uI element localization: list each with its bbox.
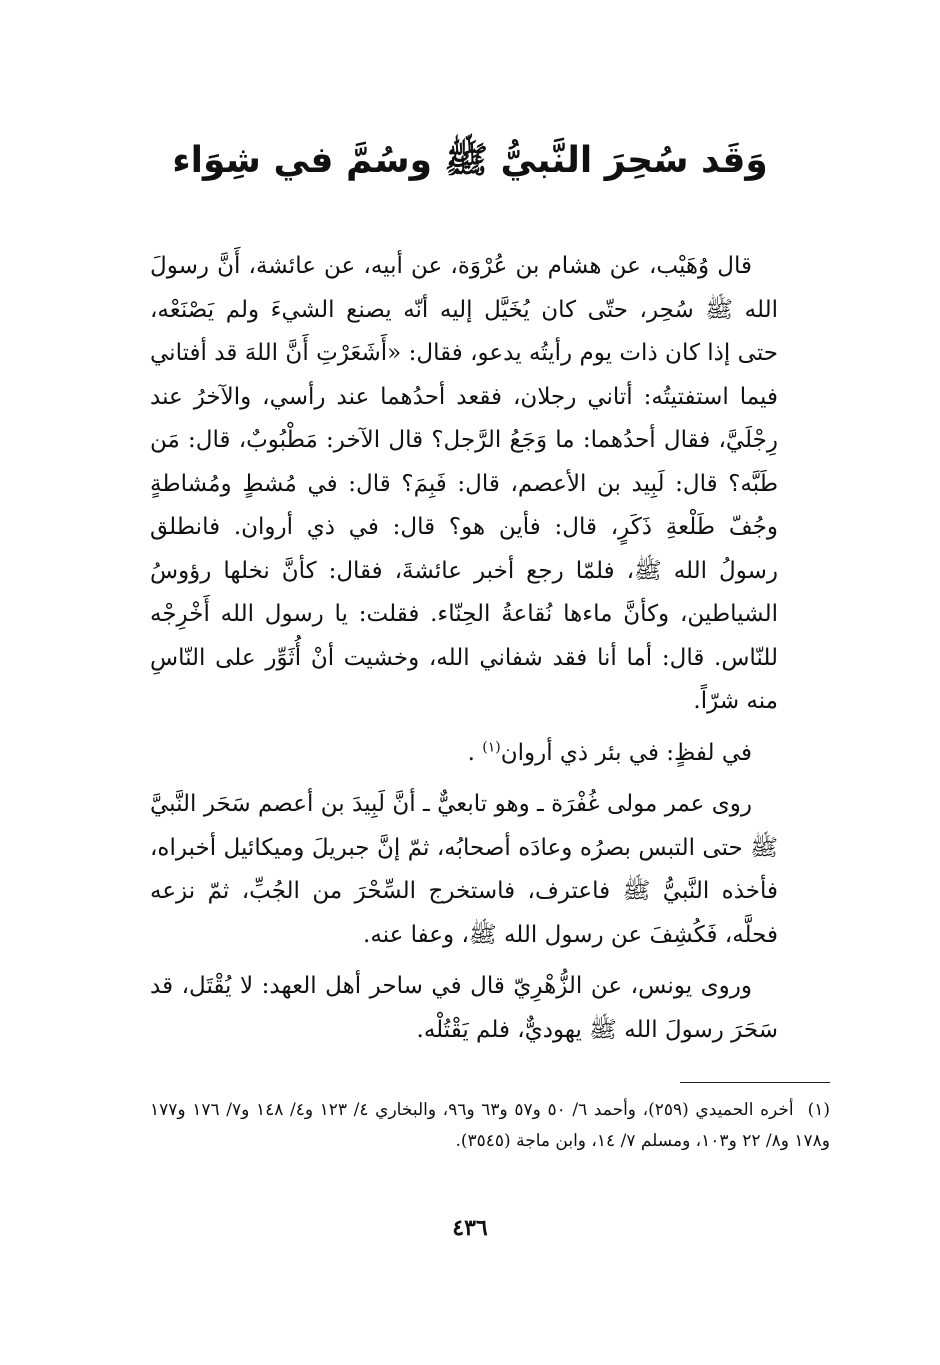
- footnote-item: [150, 1095, 830, 1157]
- footnote-marker: (١): [482, 738, 501, 755]
- footnote-number: (١): [807, 1100, 831, 1120]
- chapter-title: وَقَد سُحِرَ النَّبيُّ ﷺ وسُمَّ في شِوَاء: [172, 140, 768, 181]
- paragraph-umar-mawla-ghufra: روى عمر مولى غُفْرَة ـ وهو تابعيٌّ ـ أنَّ لَبِيدَ بن أعصم سَحَر النَّبيَّ ﷺ حتى التبس بصرُه وعادَه أصحابُه، ثمّ إنَّ جبريلَ وميكائيل أخبراه، فأخذه النَّبيُّ ﷺ فاعترف، فاستخرج السِّحْرَ من الجُبِّ، ثمّ نزعه فحلَّه، فَكُشِفَ عن رسول الله ﷺ، وعفا عنه.: [150, 791, 778, 948]
- footnotes: [150, 1095, 830, 1157]
- paragraph-yunus-zuhri: وروى يونس، عن الزُّهْرِيّ قال في ساحر أهل العهد: لا يُقْتَل، قد سَحَرَ رسولَ الله ﷺ يهوديٌّ، فلم يَقْتُلْه.: [150, 973, 778, 1043]
- paragraph-variant-wording: [150, 732, 778, 776]
- body-text: [150, 245, 778, 1060]
- footnote-separator: [680, 1082, 830, 1083]
- variant-wording-tail: .: [467, 739, 483, 766]
- variant-wording-text: في لفظٍ: في بئر ذي أروان: [500, 739, 752, 766]
- paragraph-hadith-wuhayb: قال وُهَيْب، عن هشام بن عُرْوَة، عن أبيه، عن عائشة، أَنَّ رسولَ الله ﷺ سُحِر، حتّى كان يُخَيَّل إليه أنّه يصنع الشيءَ ولم يَصْنَعْه، حتى إذا كان ذات يوم رأيتُه يدعو، فقال: «أَشَعَرْتِ أَنَّ اللهَ قد أفتاني فيما استفتيتُه: أتاني رجلان، فقعد أحدُهما عند رأسي، والآخرُ عند رِجْلَيَّ، فقال أحدُهما: ما وَجَعُ الرَّجل؟ قال الآخر: مَطْبُوبٌ، قال: مَن طَبَّه؟ قال: لَبِيد بن الأعصم، قال: فَبِمَ؟ قال: في مُشطٍ ومُشاطةٍ وجُفّ طَلْعةِ ذَكَرٍ، قال: فأين هو؟ قال: في ذي أروان. فانطلق رسولُ الله ﷺ، فلمّا رجع أخبر عائشةَ، فقال: كأنَّ نخلها رؤوسُ الشياطين، وكأنَّ ماءها نُقاعةُ الحِنّاء. فقلت: يا رسول الله أَخْرِجْه للنّاس. قال: أما أنا فقد شفاني الله، وخشيت أنْ أُثَوِّر على النّاسِ منه شرّاً.: [150, 253, 778, 714]
- page-number: ٤٣٦: [452, 1215, 488, 1241]
- footnote-text: أخره الحميدي (٢٥٩)، وأحمد ٦/ ٥٠ و٥٧ و٦٣ و٩٦، والبخاري ٤/ ١٢٣ و٤/ ١٤٨ و٧/ ١٧٦ و١٧٧ و١٧٨ و٨/ ٢٢ و١٠٣، ومسلم ٧/ ١٤، وابن ماجة (٣٥٤٥).: [150, 1100, 830, 1151]
